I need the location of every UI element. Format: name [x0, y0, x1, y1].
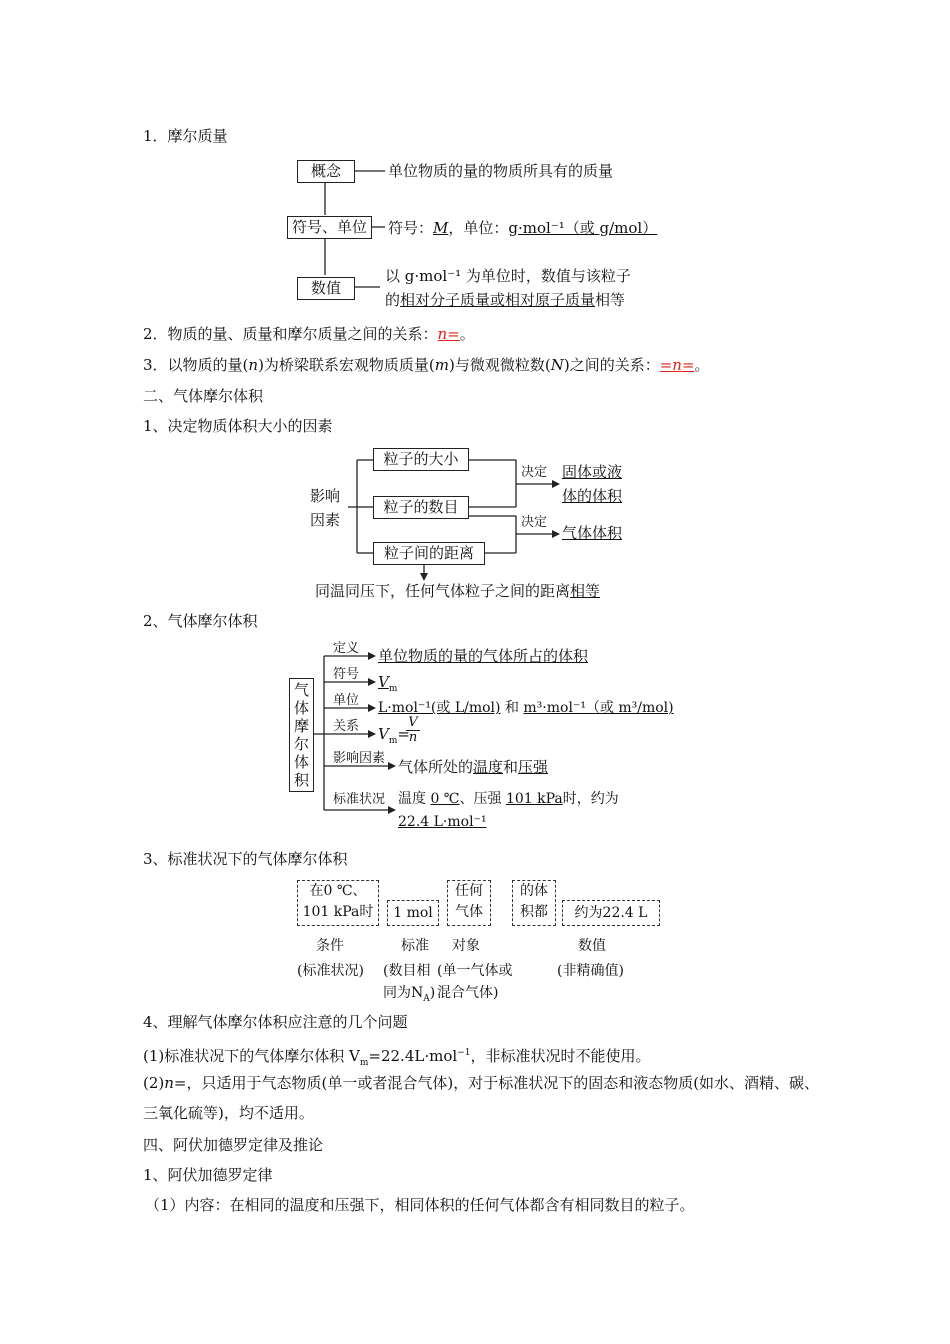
object-note-line1: (单一气体或	[437, 963, 513, 979]
symbol-unit-box: 符号、单位	[287, 216, 372, 239]
concept-box: 概念	[297, 160, 355, 183]
standard-note-line2: 同为$N_A$)	[383, 985, 436, 1004]
solid-liquid-volume-line2: 体的体积	[562, 487, 623, 505]
concept-text: 单位物质的量的物质所具有的质量	[388, 162, 614, 180]
relation-formula: $V_m=$	[378, 725, 410, 746]
gas-volume-result: 气体体积	[562, 524, 623, 542]
definition-label: 定义	[333, 641, 360, 656]
one-mol-dashed-box: 1 mol	[387, 900, 439, 926]
subheading-volume-factors: 1、决定物质体积大小的因素	[143, 417, 333, 435]
object-label: 对象	[452, 938, 480, 954]
subheading-avogadro-law: 1、阿伏加德罗定律	[143, 1166, 273, 1184]
relation-label: 关系	[333, 719, 360, 734]
note-1: (1)标准状况下的气体摩尔体积 $V_m=22.4L\cdot mol^{-1}$，非标准状况时不能使用。	[143, 1047, 651, 1068]
standard-condition-text: 温度 0 ℃、压强 101 kPa时，约为	[398, 791, 619, 807]
condition-note: (标准状况)	[297, 963, 364, 979]
subheading-attention-points: 4、理解气体摩尔体积应注意的几个问题	[143, 1013, 408, 1031]
subheading-stp-molar-volume: 3、标准状况下的气体摩尔体积	[143, 850, 348, 868]
section-heading-molar-mass: 1．摩尔质量	[143, 127, 228, 145]
any-gas-dashed-box: 任何 气体	[447, 880, 491, 926]
unit-text: L·mol⁻¹(或 L/mol) 和 m³·mol⁻¹（或 m³/mol)	[378, 700, 674, 716]
symbol-text: $V_m$	[378, 673, 398, 694]
section-heading-gas-molar-volume: 二、气体摩尔体积	[143, 387, 264, 405]
condition-label: 条件	[316, 938, 344, 954]
particle-size-box: 粒子的大小	[373, 448, 469, 471]
influence-label: 影响因素	[333, 751, 386, 766]
decides-label-1: 决定	[521, 465, 548, 480]
standard-condition-label: 标准状况	[333, 792, 386, 807]
section-heading-avogadro: 四、阿伏加德罗定律及推论	[143, 1136, 324, 1154]
value-text-line2: 的相对分子质量或相对原子质量相等	[385, 291, 626, 309]
definition-text: 单位物质的量的气体所占的体积	[378, 647, 589, 665]
decides-label-2: 决定	[521, 515, 548, 530]
item-3-relationship: 3．以物质的量(n)为桥梁联系宏观物质质量(m)与微观微粒数(N)之间的关系：=n=。	[143, 356, 710, 374]
factors-label-line1: 影响	[310, 487, 341, 505]
condition-dashed-box: 在0 ℃、 101 kPa时	[297, 880, 379, 926]
item-2-relationship: 2．物质的量、质量和摩尔质量之间的关系：n=。	[143, 325, 475, 343]
symbol-unit-text: 符号：M，单位：g·mol⁻¹（或 g/mol）	[388, 219, 658, 237]
influence-text: 气体所处的温度和压强	[398, 758, 549, 776]
standard-label: 标准	[401, 938, 429, 954]
particle-count-box: 粒子的数目	[373, 496, 469, 519]
volume-dashed-box: 的体 积都	[512, 880, 556, 926]
gas-molar-volume-box: 气体摩尔体积	[289, 678, 314, 792]
particle-distance-box: 粒子间的距离	[373, 542, 485, 565]
relation-fraction: V n	[406, 716, 420, 745]
avogadro-law-content: （1）内容：在相同的温度和压强下，相同体积的任何气体都含有相同数目的粒子。	[145, 1196, 695, 1214]
value-text-line1: 以 g·mol⁻¹ 为单位时，数值与该粒子	[385, 267, 631, 285]
object-note-line2: 混合气体)	[437, 985, 499, 1001]
symbol-label: 符号	[333, 667, 360, 682]
approx-value-dashed-box: 约为22.4 L	[562, 900, 660, 926]
value-label: 数值	[578, 938, 606, 954]
same-distance-statement: 同温同压下，任何气体粒子之间的距离相等	[315, 582, 601, 600]
unit-label: 单位	[333, 693, 360, 708]
standard-note-line1: (数目相	[383, 963, 431, 979]
solid-liquid-volume-line1: 固体或液	[562, 463, 623, 481]
standard-condition-value: 22.4 L·mol⁻¹	[398, 814, 487, 830]
note-2: (2)n=，只适用于气态物质(单一或者混合气体)，对于标准状况下的固态和液态物质(如水、酒精、碳、三氧化硫等)，均不适用。	[143, 1074, 820, 1122]
subheading-gas-molar-volume: 2、气体摩尔体积	[143, 612, 258, 630]
value-box: 数值	[297, 277, 355, 300]
value-note: (非精确值)	[557, 963, 624, 979]
factors-label-line2: 因素	[310, 511, 341, 529]
